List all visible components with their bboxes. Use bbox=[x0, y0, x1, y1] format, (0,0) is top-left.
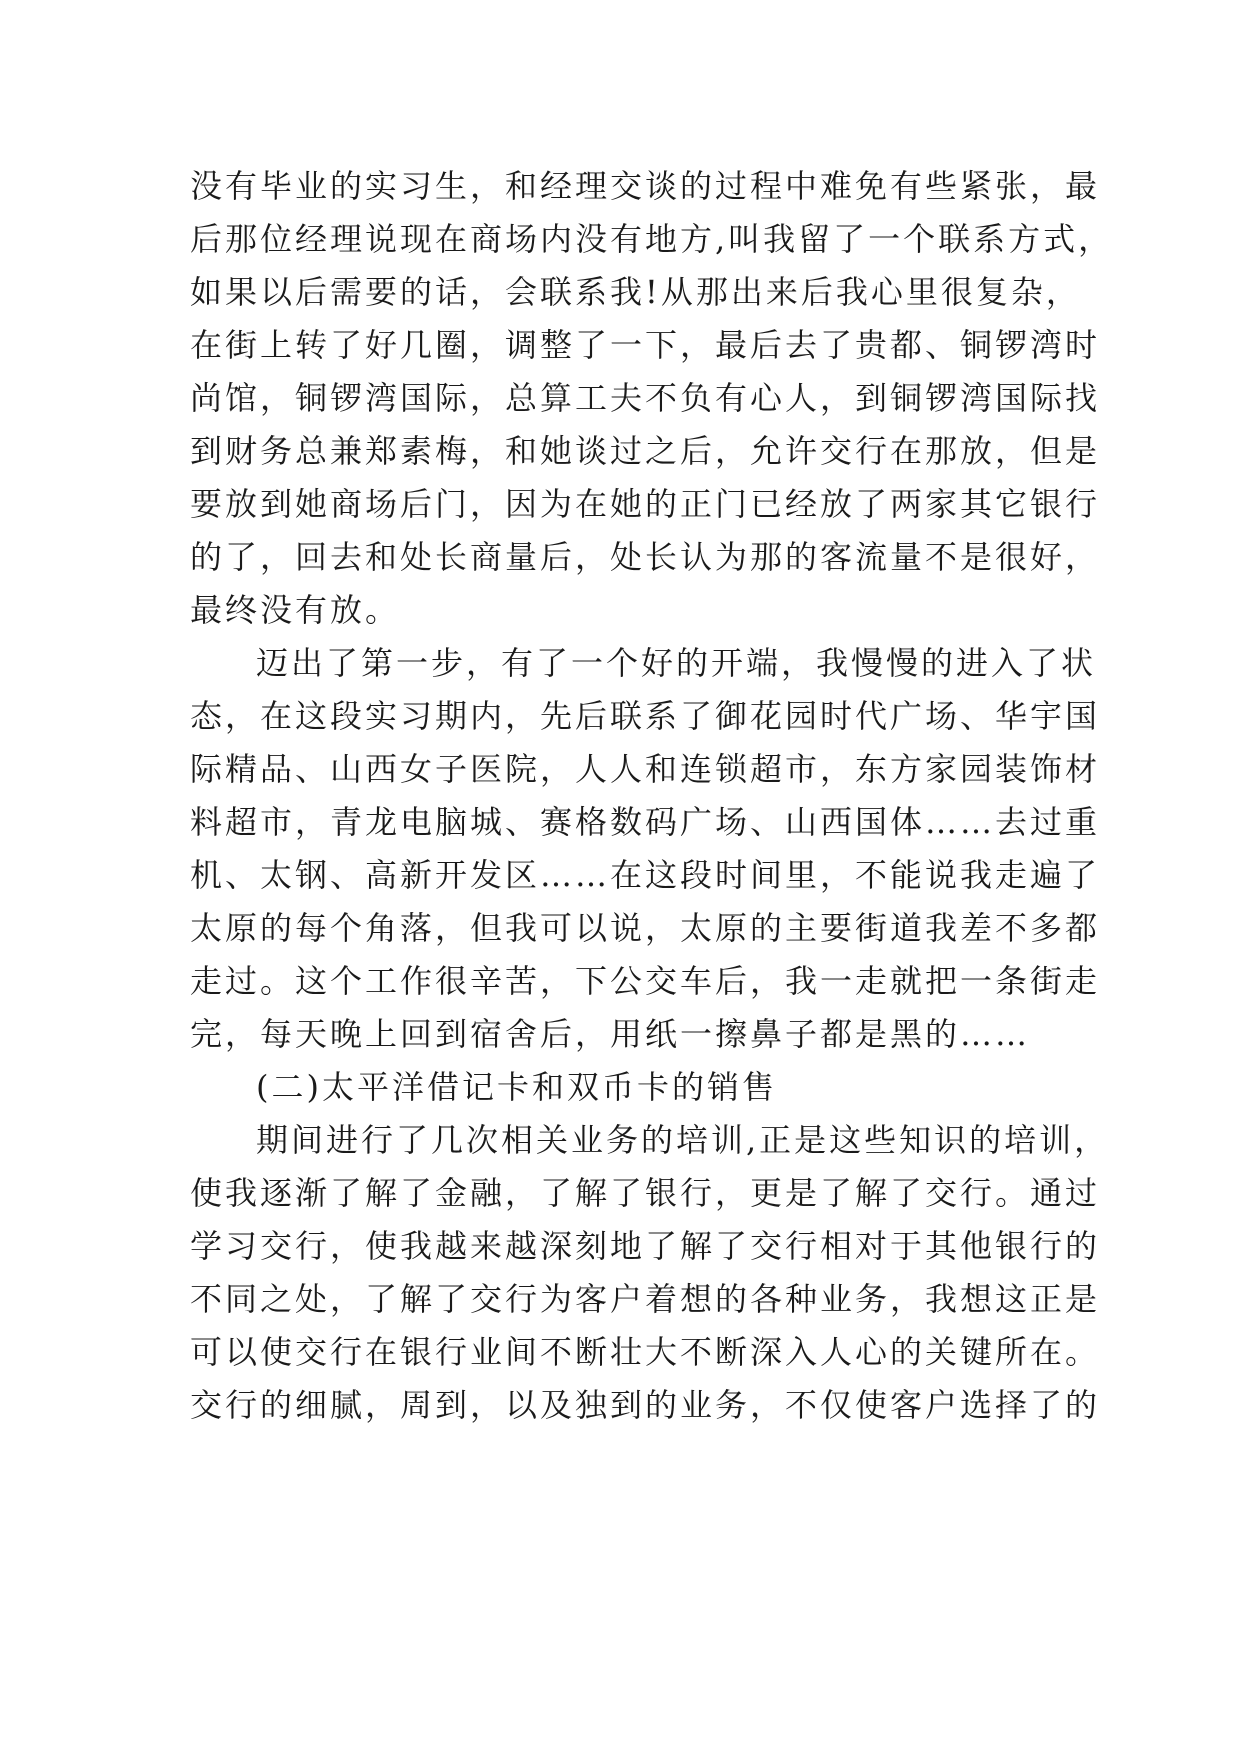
text-line: 太原的每个角落，但我可以说，太原的主要街道我差不多都 bbox=[190, 909, 1101, 947]
text-line: 到财务总兼郑素梅，和她谈过之后，允许交行在那放，但是 bbox=[190, 432, 1101, 470]
text-line: 要放到她商场后门，因为在她的正门已经放了两家其它银行 bbox=[190, 485, 1101, 523]
text-line: 如果以后需要的话，会联系我!从那出来后我心里很复杂， bbox=[190, 273, 1081, 311]
text-line: 机、太钢、高新开发区……在这段时间里，不能说我走遍了 bbox=[190, 856, 1101, 894]
body-text bbox=[190, 160, 1114, 1432]
section-heading: (二)太平洋借记卡和双币卡的销售 bbox=[256, 1068, 777, 1106]
text-line: 在街上转了好几圈，调整了一下，最后去了贵都、铜锣湾时 bbox=[190, 326, 1101, 364]
text-line: 学习交行，使我越来越深刻地了解了交行相对于其他银行的 bbox=[190, 1227, 1101, 1265]
text-line: 的了，回去和处长商量后，处长认为那的客流量不是很好， bbox=[190, 538, 1101, 576]
text-line: 态，在这段实习期内，先后联系了御花园时代广场、华宇国 bbox=[190, 697, 1101, 735]
text-line: 后那位经理说现在商场内没有地方,叫我留了一个联系方式， bbox=[190, 220, 1114, 258]
text-line: 最终没有放。 bbox=[190, 591, 401, 629]
text-line: 没有毕业的实习生，和经理交谈的过程中难免有些紧张，最 bbox=[190, 167, 1101, 205]
text-line: 尚馆，铜锣湾国际，总算工夫不负有心人，到铜锣湾国际找 bbox=[190, 379, 1101, 417]
text-line: 可以使交行在银行业间不断壮大不断深入人心的关键所在。 bbox=[190, 1333, 1101, 1371]
text-line: 际精品、山西女子医院，人人和连锁超市，东方家园装饰材 bbox=[190, 750, 1101, 788]
text-line: 料超市，青龙电脑城、赛格数码广场、山西国体……去过重 bbox=[190, 803, 1101, 841]
paragraph-start-line: 期间进行了几次相关业务的培训,正是这些知识的培训， bbox=[256, 1121, 1110, 1159]
text-line: 交行的细腻，周到，以及独到的业务，不仅使客户选择了的 bbox=[190, 1386, 1101, 1424]
paragraph-start-line: 迈出了第一步，有了一个好的开端，我慢慢的进入了状 bbox=[256, 644, 1097, 682]
text-line: 完，每天晚上回到宿舍后，用纸一擦鼻子都是黑的…… bbox=[190, 1015, 1031, 1053]
text-line: 不同之处，了解了交行为客户着想的各种业务，我想这正是 bbox=[190, 1280, 1101, 1318]
text-line: 走过。这个工作很辛苦，下公交车后，我一走就把一条街走 bbox=[190, 962, 1101, 1000]
text-line: 使我逐渐了解了金融，了解了银行，更是了解了交行。通过 bbox=[190, 1174, 1101, 1212]
